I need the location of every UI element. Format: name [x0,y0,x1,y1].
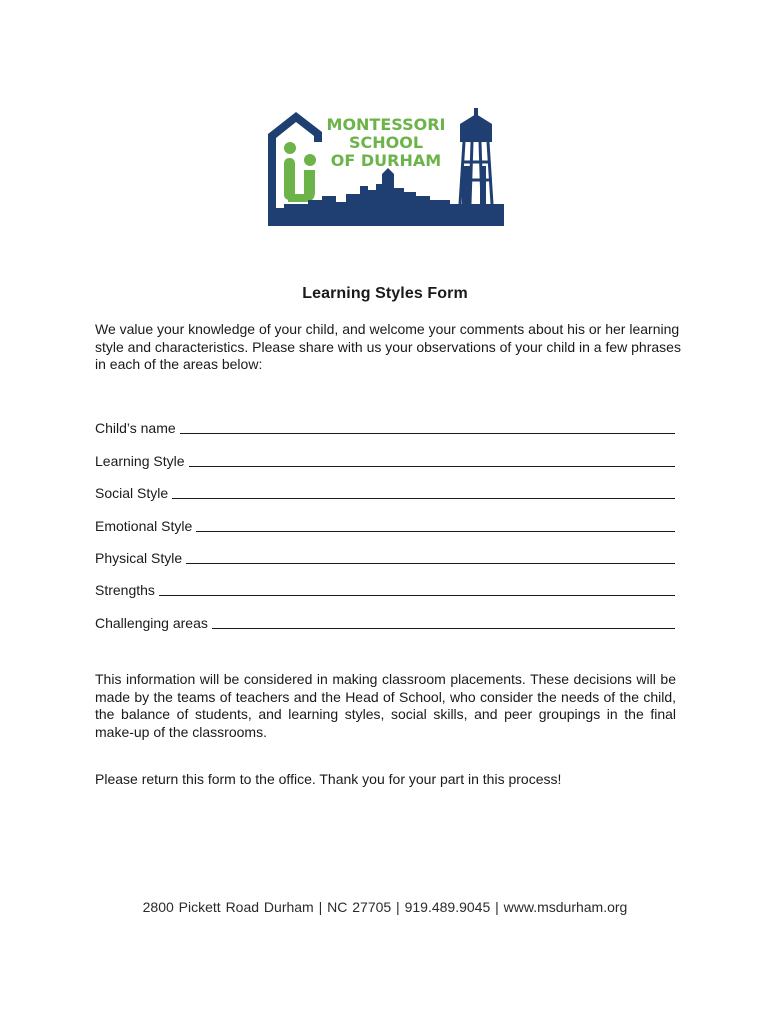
field-label-physical-style: Physical Style [95,549,183,566]
placement-note-paragraph: This information will be considered in making classroom placements. These decisions will be made by the teams of teachers and the Head of School, who consider the needs of the child, the balance of students, and learning styles, social skills, and peer groupings in the final make-up of the classrooms. [95,671,676,740]
field-row-child-name [95,404,675,436]
field-row-strengths [95,566,675,598]
field-label-emotional-style: Emotional Style [95,517,193,534]
field-line-emotional-style[interactable] [196,517,675,532]
field-row-physical-style [95,534,675,566]
logo-line-2: SCHOOL [348,133,424,152]
logo-line-3: OF DURHAM [330,151,442,170]
form-fields [95,404,675,631]
field-row-challenging-areas [95,598,675,630]
field-line-physical-style[interactable] [186,549,675,564]
field-label-learning-style: Learning Style [95,452,185,469]
figure-head-dot-1 [284,142,296,154]
logo-line-1: MONTESSORI [326,115,446,134]
field-label-social-style: Social Style [95,485,169,502]
return-note: Please return this form to the office. Thank you for your part in this process! [95,771,562,787]
figure-head-dot-2 [304,154,316,166]
field-line-learning-style[interactable] [189,452,675,467]
field-row-social-style [95,469,675,501]
field-label-strengths: Strengths [95,582,155,599]
field-label-child-name: Child’s name [95,420,176,437]
figure-body-1 [284,158,295,200]
field-line-strengths[interactable] [159,581,675,596]
field-line-social-style[interactable] [172,484,675,499]
footer-address: 2800 Pickett Road Durham | NC 27705 | 919.489.9045 | www.msdurham.org [142,899,628,915]
field-row-emotional-style [95,501,675,533]
field-line-challenging-areas[interactable] [212,614,675,629]
field-row-learning-style [95,436,675,468]
form-title: Learning Styles Form [302,285,468,302]
school-logo [264,108,508,230]
field-line-child-name[interactable] [180,419,675,434]
field-label-challenging-areas: Challenging areas [95,614,208,631]
form-intro-paragraph: We value your knowledge of your child, and welcome your comments about his or her learning style and characteristics. Please share with us your observations of your child in a few phrases in each of the areas below: [95,321,681,372]
